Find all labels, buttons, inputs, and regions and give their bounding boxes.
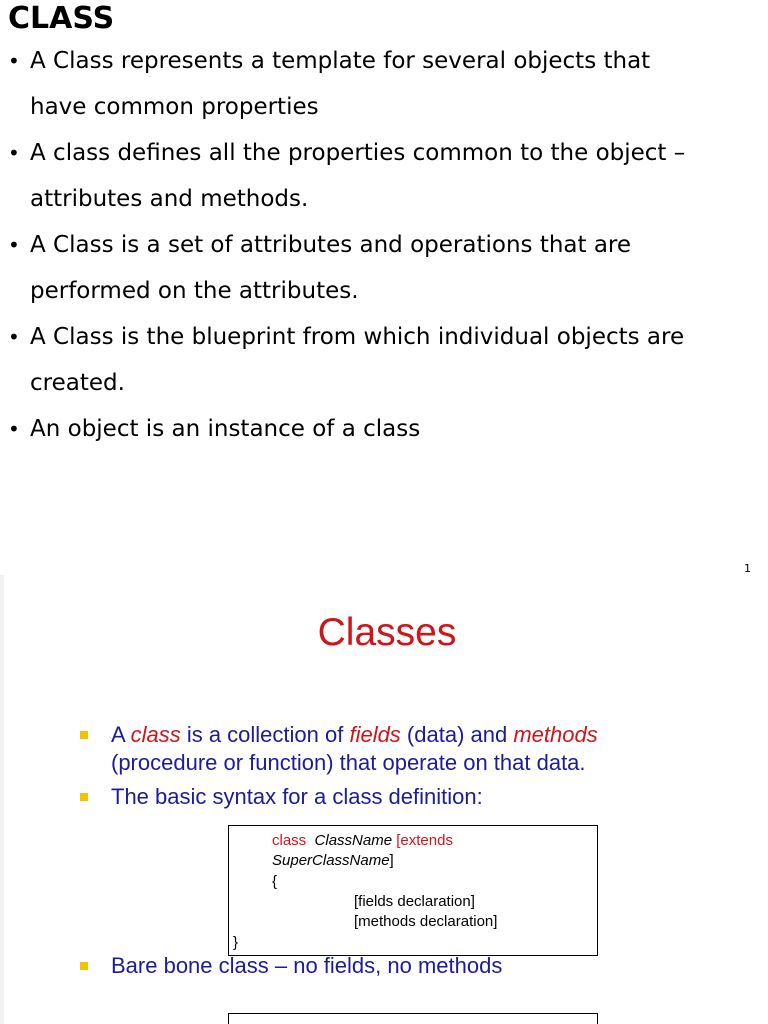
list-item-text: attributes and methods.	[30, 186, 309, 212]
page-number: 1	[744, 562, 751, 575]
bullet-icon: •	[8, 233, 20, 257]
list-item-text: performed on the attributes.	[30, 278, 359, 304]
square-bullet-icon	[80, 962, 88, 970]
slide-title: Classes	[317, 611, 457, 654]
list-item-text: A Class is the blueprint from which individual objects are	[30, 324, 685, 350]
list-item	[8, 406, 760, 452]
list-item-text: created.	[30, 370, 125, 396]
list-item-text: Bare bone class – no fields, no methods	[111, 953, 503, 978]
code-block	[228, 1013, 598, 1024]
list-item	[8, 38, 760, 130]
code-line: [methods declaration]	[354, 913, 498, 930]
bullet-icon: •	[8, 141, 20, 165]
code-line: }	[233, 934, 239, 951]
list-item	[80, 721, 598, 777]
list-item-text: A class defines all the properties common to the object –	[30, 140, 686, 166]
list-item-text: A Class is a set of attributes and operations that are	[30, 232, 632, 258]
bullet-list	[8, 38, 760, 452]
list-item	[8, 314, 760, 406]
text-run: is a collection of	[180, 722, 350, 747]
code-line: {	[272, 873, 278, 890]
class-term: class	[130, 722, 181, 747]
bullet-icon: •	[8, 417, 20, 441]
list-item	[80, 783, 483, 811]
list-item-text: An object is an instance of a class	[30, 416, 421, 442]
fields-term: fields	[349, 722, 401, 747]
bracket: ]	[389, 852, 394, 869]
list-item	[8, 130, 760, 222]
text-run: A	[111, 722, 131, 747]
slide-classes	[0, 575, 768, 1024]
list-item	[8, 222, 760, 314]
list-item-text: The basic syntax for a class definition:	[111, 784, 483, 809]
code-line	[272, 851, 394, 871]
keyword: class	[272, 832, 307, 849]
code-block	[228, 825, 598, 956]
square-bullet-icon	[80, 793, 88, 801]
list-item-text: (procedure or function) that operate on that data.	[111, 750, 586, 775]
code-line: [fields declaration]	[354, 893, 475, 910]
list-item	[80, 952, 502, 980]
square-bullet-icon	[80, 731, 88, 739]
list-item-text: A Class represents a template for several objects that	[30, 48, 651, 74]
slide-title: CLASS	[8, 1, 115, 36]
super-class-name: SuperClassName	[272, 852, 390, 869]
bullet-icon: •	[8, 49, 20, 73]
bullet-icon: •	[8, 325, 20, 349]
list-item-text	[111, 721, 598, 749]
list-item-text: have common properties	[30, 94, 319, 120]
code-line	[272, 831, 453, 851]
class-name: ClassName	[314, 832, 393, 849]
methods-term: methods	[513, 722, 598, 747]
keyword: [extends	[396, 832, 453, 849]
text-run: (data) and	[400, 722, 514, 747]
